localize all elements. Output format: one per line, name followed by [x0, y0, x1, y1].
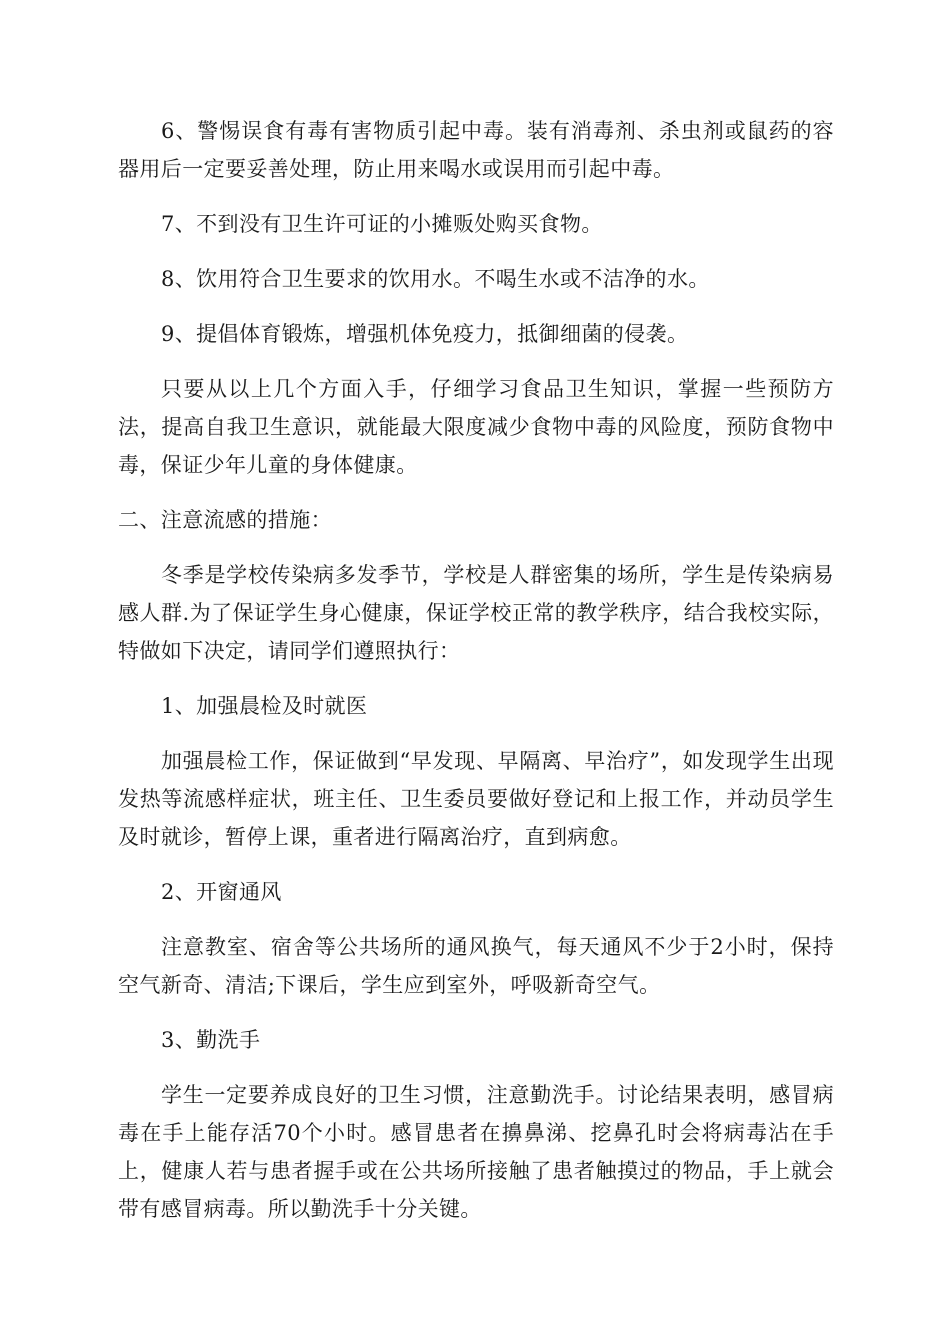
- measure-3-paragraph: 学生一定要养成良好的卫生习惯，注意勤洗手。讨论结果表明，感冒病毒在手上能存活70个小时。感冒患者在擤鼻涕、挖鼻孔时会将病毒沾在手上，健康人若与患者握手或在公共场所接触了患者触摸过的物品，手上就会带有感冒病毒。所以勤洗手十分关键。: [118, 1083, 834, 1221]
- document-page: [118, 112, 834, 1245]
- section-heading-flu: 二、注意流感的措施：: [118, 508, 332, 532]
- paragraph-item-7: 7、不到没有卫生许可证的小摊贩处购买食物。: [161, 212, 603, 236]
- paragraph-item-6: 6、警惕误食有毒有害物质引起中毒。装有消毒剂、杀虫剂或鼠药的容器用后一定要妥善处理，防止用来喝水或误用而引起中毒。: [118, 119, 834, 181]
- paragraph-item-9: 9、提倡体育锻炼，增强机体免疫力，抵御细菌的侵袭。: [161, 322, 689, 346]
- measure-1-paragraph: 加强晨检工作，保证做到“早发现、早隔离、早治疗”，如发现学生出现发热等流感样症状，班主任、卫生委员要做好登记和上报工作，并动员学生及时就诊，暂停上课，重者进行隔离治疗，直到病愈。: [118, 749, 834, 849]
- paragraph-summary: 只要从以上几个方面入手，仔细学习食品卫生知识，掌握一些预防方法，提高自我卫生意识，就能最大限度减少食物中毒的风险度，预防食物中毒，保证少年儿童的身体健康。: [118, 377, 834, 477]
- measure-2-heading: 2、开窗通风: [161, 880, 282, 904]
- measure-2-paragraph: 注意教室、宿舍等公共场所的通风换气，每天通风不少于2小时，保持空气新奇、清洁;下课后，学生应到室外，呼吸新奇空气。: [118, 935, 834, 997]
- paragraph-item-8: 8、饮用符合卫生要求的饮用水。不喝生水或不洁净的水。: [161, 267, 710, 291]
- measure-3-heading: 3、勤洗手: [161, 1028, 261, 1052]
- measure-1-heading: 1、加强晨检及时就医: [161, 694, 368, 718]
- paragraph-flu-intro: 冬季是学校传染病多发季节，学校是人群密集的场所，学生是传染病易感人群.为了保证学生身心健康，保证学校正常的教学秩序，结合我校实际，特做如下决定，请同学们遵照执行：: [118, 563, 834, 663]
